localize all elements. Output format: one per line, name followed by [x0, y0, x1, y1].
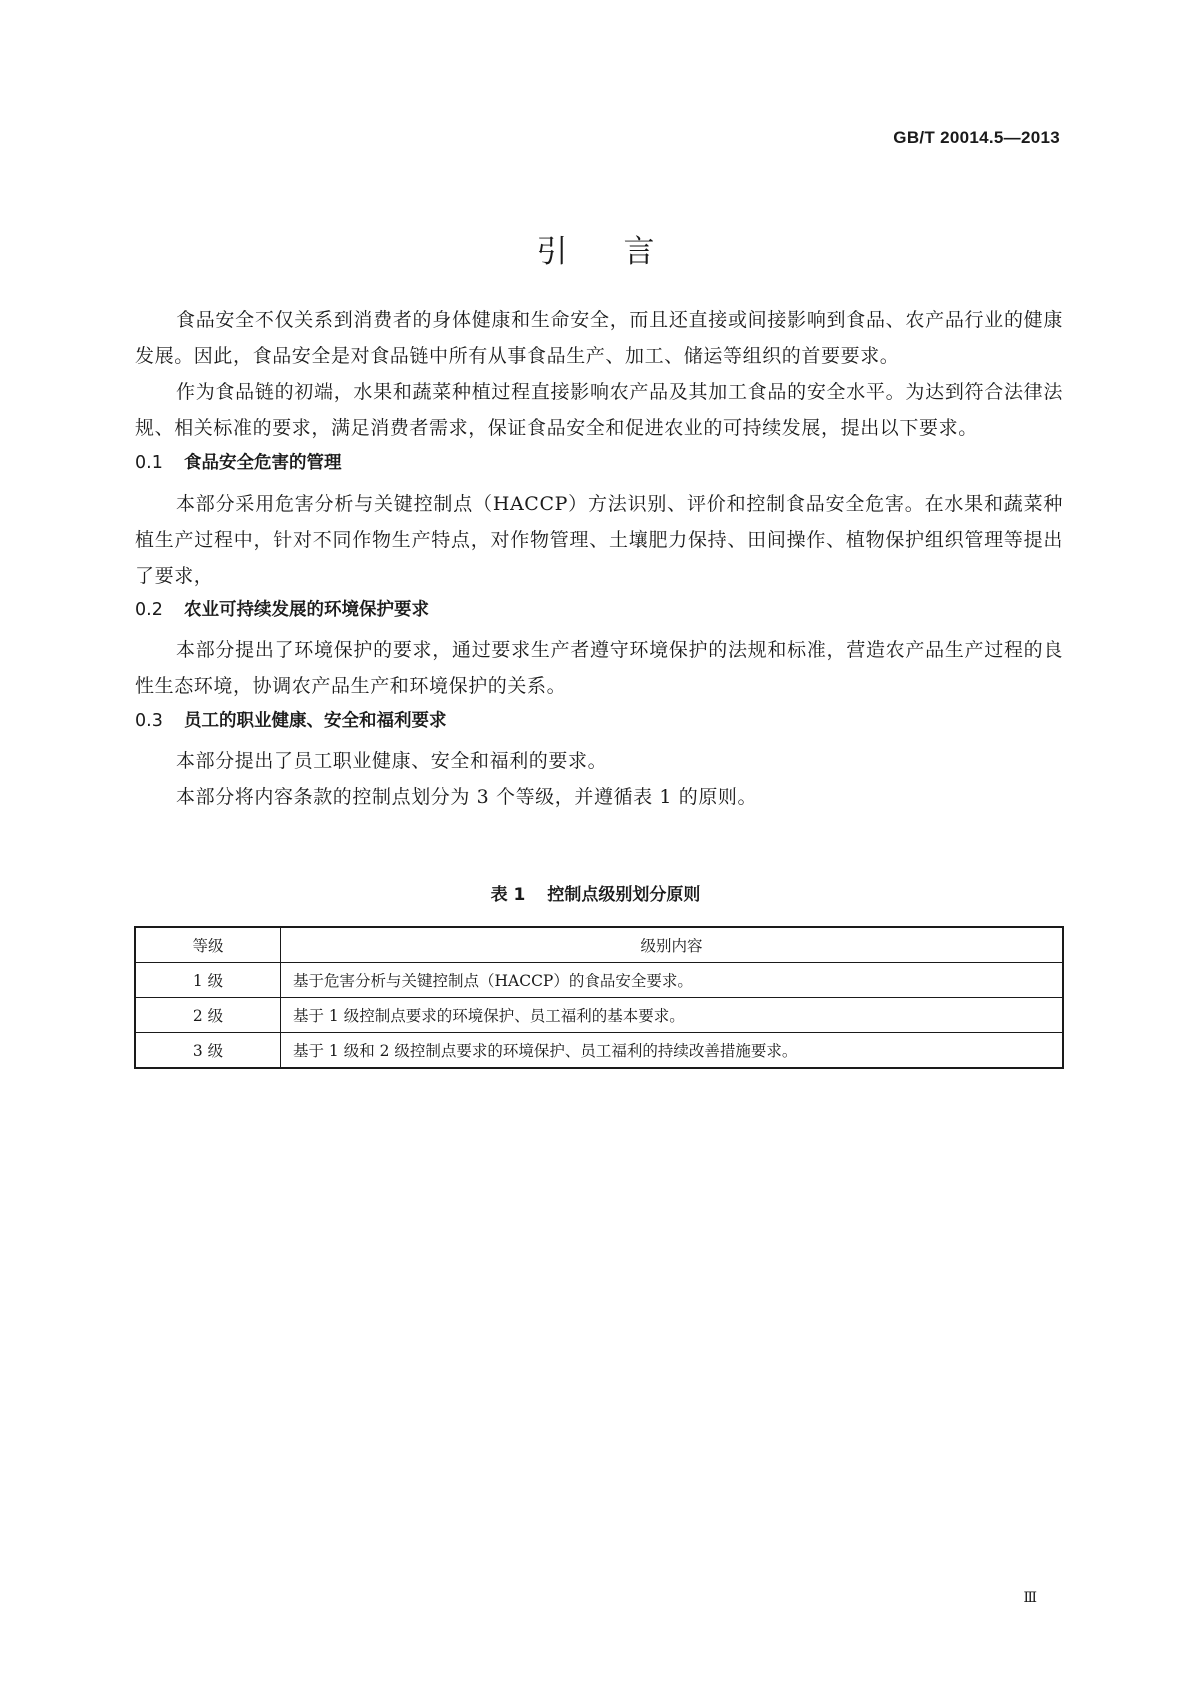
header-grade: 等级	[135, 927, 281, 963]
section-heading-0-2	[135, 596, 429, 621]
section-0-3-paragraph-2: 本部分将内容条款的控制点划分为 3 个等级，并遵循表 1 的原则。	[176, 786, 758, 808]
content-cell: 基于危害分析与关键控制点（HACCP）的食品安全要求。	[281, 963, 1064, 998]
section-number: 0.2	[135, 600, 163, 620]
section-number: 0.3	[135, 711, 163, 731]
table-row	[135, 963, 1063, 998]
grade-cell: 2 级	[135, 998, 281, 1033]
table-caption-label: 表 1	[490, 885, 526, 905]
section-0-2-paragraph: 本部分提出了环境保护的要求，通过要求生产者遵守环境保护的法规和标准，营造农产品生产过程的良性生态环境，协调农产品生产和环境保护的关系。	[135, 639, 1063, 697]
content-cell: 基于 1 级控制点要求的环境保护、员工福利的基本要求。	[281, 998, 1064, 1033]
table-caption	[0, 880, 1191, 905]
table-row	[135, 1033, 1063, 1069]
grade-table	[134, 926, 1064, 1069]
header-content: 级别内容	[281, 927, 1064, 963]
table-row	[135, 998, 1063, 1033]
grade-cell: 3 级	[135, 1033, 281, 1069]
table-caption-title: 控制点级别划分原则	[547, 885, 701, 905]
section-number: 0.1	[135, 453, 163, 473]
page-title: 引言	[536, 234, 711, 270]
section-heading-0-3	[135, 707, 447, 732]
section-0-3-paragraph-1: 本部分提出了员工职业健康、安全和福利的要求。	[176, 750, 608, 772]
intro-paragraph-2: 作为食品链的初端，水果和蔬菜种植过程直接影响农产品及其加工食品的安全水平。为达到符合法律法规、相关标准的要求，满足消费者需求，保证食品安全和促进农业的可持续发展，提出以下要求。	[135, 381, 1063, 439]
section-title: 食品安全危害的管理	[184, 453, 342, 473]
section-title: 农业可持续发展的环境保护要求	[184, 600, 429, 620]
section-0-1-paragraph: 本部分采用危害分析与关键控制点（HACCP）方法识别、评价和控制食品安全危害。在水果和蔬菜种植生产过程中，针对不同作物生产特点，对作物管理、土壤肥力保持、田间操作、植物保护组织管理等提出了要求，	[135, 493, 1063, 587]
table-header-row	[135, 927, 1063, 963]
intro-paragraph-1: 食品安全不仅关系到消费者的身体健康和生命安全，而且还直接或间接影响到食品、农产品行业的健康发展。因此，食品安全是对食品链中所有从事食品生产、加工、储运等组织的首要要求。	[135, 309, 1063, 367]
section-heading-0-1	[135, 449, 342, 474]
section-title: 员工的职业健康、安全和福利要求	[184, 711, 447, 731]
grade-cell: 1 级	[135, 963, 281, 998]
standard-code: GB/T 20014.5—2013	[893, 128, 1060, 147]
content-cell: 基于 1 级和 2 级控制点要求的环境保护、员工福利的持续改善措施要求。	[281, 1033, 1064, 1069]
page-number: Ⅲ	[1023, 1590, 1037, 1606]
